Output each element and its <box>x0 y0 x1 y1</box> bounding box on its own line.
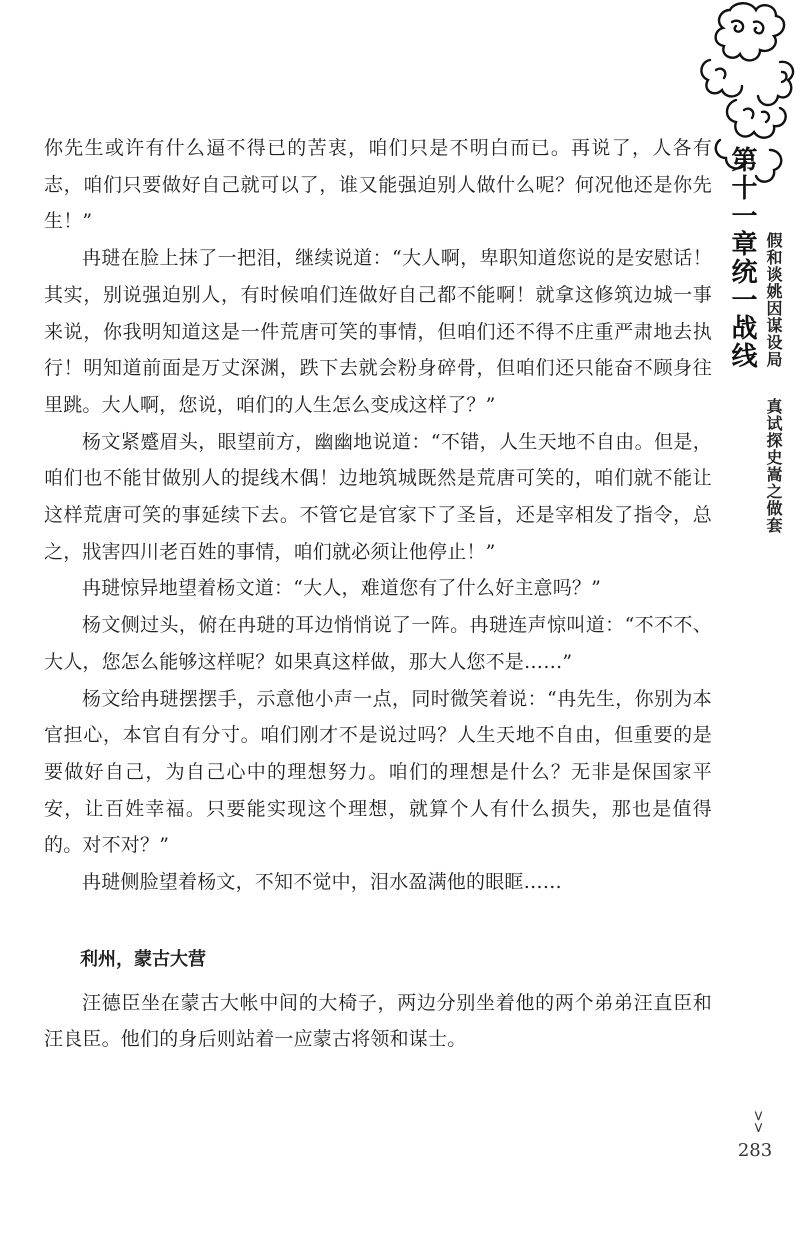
paragraph: 冉琎侧脸望着杨文，不知不觉中，泪水盈满他的眼眶…… <box>82 871 563 894</box>
paragraph: 杨文紧蹙眉头，眼望前方，幽幽地说道：“不错，人生天地不自由。但是，咱们也不能甘做别人的提线木偶！边地筑城既然是荒唐可笑的，咱们就不能让这样荒唐可笑的事延续下去。不管它是官家下了圣旨，还是宰相发了指令，总之，戕害四川老百姓的事情，咱们就必须让他停止！” <box>44 430 712 563</box>
paragraph: 冉琎在脸上抹了一把泪，继续说道：“大人啊，卑职知道您说的是安慰话！其实，别说强迫别人，有时候咱们连做好自己都不能啊！就拿这修筑边城一事来说，你我明知道这是一件荒唐可笑的事情，但咱们还不得不庄重严肃地去执行！明知道前面是万丈深渊，跌下去就会粉身碎骨，但咱们还只能奋不顾身往里跳。大人啊，您说，咱们的人生怎么变成这样了？” <box>44 247 712 416</box>
subtitle-right: 真试探史嵩之做套 <box>764 398 783 534</box>
subtitle-left: 假和谈姚因谋设局 <box>764 232 783 368</box>
chapter-title-vertical <box>728 146 756 258</box>
section-heading: 利州，蒙古大营 <box>80 948 206 970</box>
paragraph: 你先生或许有什么逼不得已的苦衷，咱们只是不明白而已。再说了，人各有志，咱们只要做好自己就可以了，谁又能强迫别人做什么呢？何况他还是你先生！” <box>44 137 712 233</box>
page-number: 283 <box>737 1140 773 1161</box>
paragraph: 杨文给冉琎摆摆手，示意他小声一点，同时微笑着说：“冉先生，你别为本官担心，本官自有分寸。咱们刚才不是说过吗？人生天地不自由，但重要的是要做好自己，为自己心中的理想努力。咱们的理想是什么？无非是保国家平安，让百姓幸福。只要能实现这个理想，就算个人有什么损失，那也是值得的。对不对？” <box>44 687 712 857</box>
body-text <box>44 130 712 1058</box>
paragraph: 杨文侧过头，俯在冉琎的耳边悄悄说了一阵。冉琎连声惊叫道：“不不不、大人，您怎么能够这样呢？如果真这样做，那大人您不是……” <box>44 614 712 673</box>
page-marker-icon: >> <box>750 1110 766 1134</box>
paragraph: 冉琎惊异地望着杨文道：“大人，难道您有了什么好主意吗？” <box>82 577 602 600</box>
paragraph: 汪德臣坐在蒙古大帐中间的大椅子，两边分别坐着他的两个弟弟汪直臣和汪良臣。他们的身后则站着一应蒙古将领和谋士。 <box>44 991 712 1051</box>
chapter-name: 统一战线 <box>727 258 757 370</box>
chapter-number: 第十一章 <box>727 146 757 258</box>
chapter-name-vertical <box>728 258 756 370</box>
